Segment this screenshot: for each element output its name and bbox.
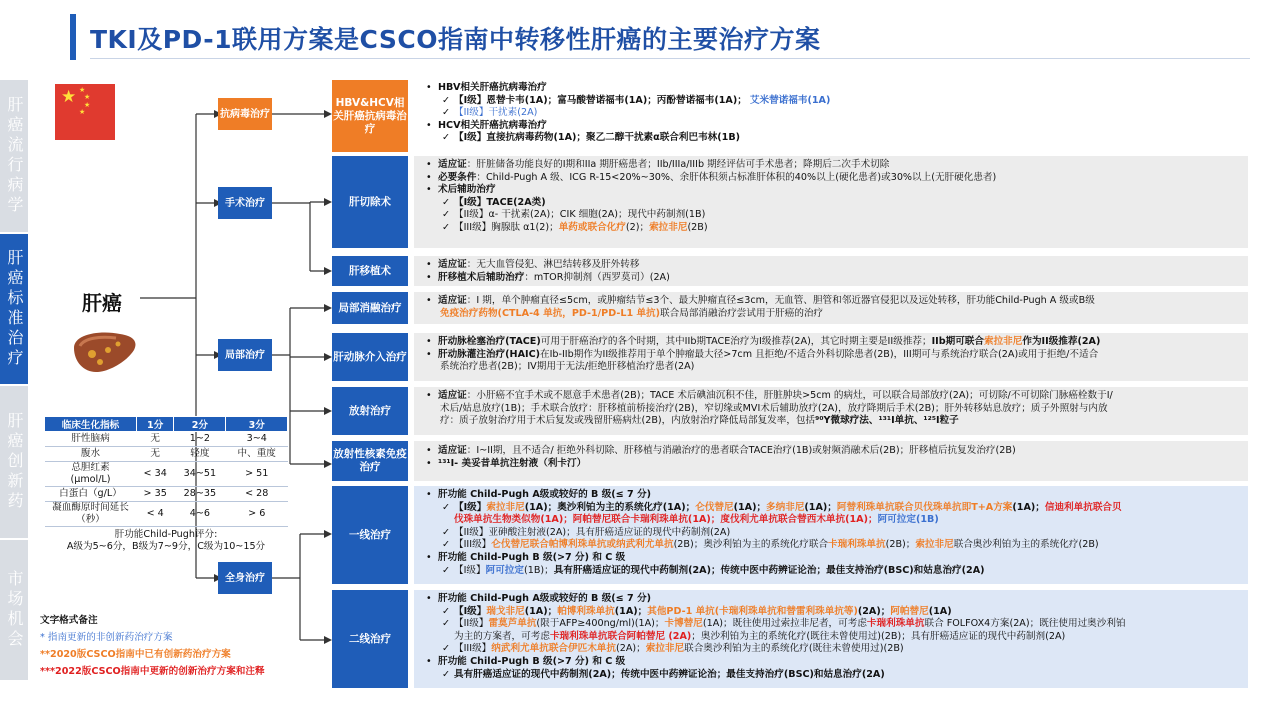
detail-row: ✓ 具有肝癌适应证的现代中药制剂(2A)；传统中医中药辨证论治；最佳支持治疗(BSC)和姑息治疗(2A): [428, 669, 1240, 682]
sub-first-line[interactable]: 一线治疗: [332, 486, 408, 584]
child-pugh-note-line: A级为5~6分，B级为7~9分，C级为10~15分: [66, 541, 266, 552]
detail-row: • 肝功能 Child-Pugh B 级(>7 分) 和 C 级: [428, 656, 1240, 669]
transplant-detail-box: [414, 256, 1248, 286]
child-pugh-note: [45, 527, 288, 556]
table-cell: < 28: [226, 487, 288, 502]
table-cell: > 51: [226, 462, 288, 487]
table-cell: 白蛋白（g/L）: [45, 487, 137, 502]
detail-row: • 适应证：无大血管侵犯、淋巴结转移及肝外转移: [428, 259, 1240, 272]
detail-row: 伐珠单抗生物类似物(1A)；阿帕替尼联合卡瑞利珠单抗(1A)；度伐利尤单抗联合替西木单抗(1A)；阿可拉定(1B): [454, 514, 939, 526]
detail-row: • 肝功能 Child-Pugh A级或较好的 B 级(≤ 7 分): [428, 489, 1240, 502]
sub-tace[interactable]: 肝动脉介入治疗: [332, 333, 408, 381]
child-pugh-note-line: 肝功能Child-Pugh评分:: [114, 529, 218, 540]
radiotherapy-detail-box: [414, 387, 1248, 435]
table-row: [45, 432, 288, 447]
table-cell: 3~4: [226, 432, 288, 447]
table-cell: 腹水: [45, 447, 137, 462]
detail-row: ✓ 【I级】直接抗病毒药物(1A)；聚乙二醇干扰素α联合利巴韦林(1B): [428, 132, 1240, 145]
detail-row: • HBV相关肝癌抗病毒治疗: [428, 82, 1240, 95]
detail-row: ✓ 【III级】仑伐替尼联合帕博利珠单抗或纳武利尤单抗(2B)；奥沙利铂为主的系统化疗联合卡瑞利珠单抗(2B)；索拉非尼联合奥沙利铂为主的系统化疗(2B): [428, 539, 1240, 552]
table-row: [45, 447, 288, 462]
table-cell: 总胆红素(μmol/L): [45, 462, 137, 487]
detail-row: ✓ 【II级】亚砷酸注射液(2A)；具有肝癌适应证的现代中药制剂(2A): [428, 527, 1240, 540]
detail-row: • 术后辅助治疗: [428, 184, 1240, 197]
detail-row: ✓ 【III级】胸腺肽 α1(2)；单药或联合化疗(2)；索拉非尼(2B): [428, 222, 1240, 235]
table-header-cell: 1分: [137, 417, 174, 432]
table-cell: 肝性脑病: [45, 432, 137, 447]
table-cell: 中、重度: [226, 447, 288, 462]
detail-row: • 肝功能 Child-Pugh B 级(>7 分) 和 C 级: [428, 552, 1240, 565]
side-tab-label: 市场机会: [5, 570, 24, 650]
table-header-cell: 3分: [226, 417, 288, 432]
detail-row: • HCV相关肝癌抗病毒治疗: [428, 120, 1240, 133]
table-cell: > 35: [137, 487, 174, 502]
side-tab-label: 肝癌标准治疗: [5, 249, 24, 369]
second-line-detail-box: [414, 590, 1248, 688]
table-cell: 1~2: [174, 432, 226, 447]
table-cell: 34~51: [174, 462, 226, 487]
tace-detail-box: [414, 333, 1248, 381]
page-title: TKI及PD-1联用方案是CSCO指南中转移性肝癌的主要治疗方案: [90, 25, 821, 54]
radionuclide-detail-box: [414, 441, 1248, 481]
detail-row: ✓ 【I级】阿可拉定(1B)；具有肝癌适应证的现代中药制剂(2A)；传统中医中药辨证论治；最佳支持治疗(BSC)和姑息治疗(2A): [428, 565, 1240, 578]
detail-row: • 肝动脉栓塞治疗(TACE)可用于肝癌治疗的各个时期，其中IIb期TACE治疗为I级推荐(2A)，其它时期主要是II级推荐；IIb期可联合索拉非尼作为II级推荐(2A): [428, 336, 1240, 349]
detail-row: ✓ 【I级】恩替卡韦(1A)；富马酸替诺福韦(1A)；丙酚替诺福韦(1A)； 艾米替诺福韦(1A): [428, 95, 1240, 108]
table-row: [45, 487, 288, 502]
table-cell: 轻度: [174, 447, 226, 462]
category-antiviral[interactable]: 抗病毒治疗: [218, 98, 272, 130]
table-cell: 28~35: [174, 487, 226, 502]
table-cell: > 6: [226, 502, 288, 527]
category-surgery[interactable]: 手术治疗: [218, 187, 272, 219]
table-header-row: [45, 417, 288, 432]
child-pugh-table: [44, 416, 288, 555]
detail-row: ✓ 【II级】α- 干扰素(2A)；CIK 细胞(2A)；现代中药制剂(1B): [428, 209, 1240, 222]
resection-detail-box: [414, 156, 1248, 248]
liver-cancer-label: 肝癌: [82, 291, 122, 315]
detail-row: • 必要条件：Child-Pugh A 级、ICG R-15<20%~30%、余肝体积须占标准肝体积的40%以上(硬化患者)或30%以上(无肝硬化患者): [428, 172, 1240, 185]
detail-row: • 适应证：小肝癌不宜手术或不愿意手术患者(2B)；TACE 术后碘油沉积不佳，肝脏肿块>5cm 的病灶，可以联合局部放疗(2A)；可切除/不可切除门脉癌栓数于I/: [428, 390, 1240, 403]
detail-row: 免疫治疗药物(CTLA-4 单抗，PD-1/PD-L1 单抗)联合局部消融治疗尝试用于肝癌的治疗: [440, 307, 824, 319]
table-row: [45, 527, 288, 556]
table-cell: < 34: [137, 462, 174, 487]
detail-row: 疗：质子放射治疗用于术后复发或残留肝癌病灶(2B)，内放射治疗降低局部复发率，包括⁹⁰Y微球疗法、¹³¹I单抗、¹²⁵I粒子: [440, 415, 959, 427]
table-cell: 无: [137, 432, 174, 447]
detail-row: • 肝功能 Child-Pugh A级或较好的 B 级(≤ 7 分): [428, 593, 1240, 606]
detail-row: ✓ 【I级】TACE(2A类): [428, 197, 1240, 210]
category-local[interactable]: 局部治疗: [218, 339, 272, 371]
legend-title: 文字格式备注: [40, 615, 98, 626]
table-header-cell: 2分: [174, 417, 226, 432]
sub-radiotherapy[interactable]: 放射治疗: [332, 387, 408, 435]
detail-row: • 适应证：肝脏储备功能良好的I期和IIa 期肝癌患者；IIb/IIIa/IIIb 期经评估可手术患者；降期后二次手术切除: [428, 159, 1240, 172]
detail-row: ✓ 【III级】纳武利尤单抗联合伊匹木单抗(2A)；索拉非尼联合奥沙利铂为主的系统化疗(既往未曾使用过)(2B): [428, 643, 1240, 656]
table-header-cell: 临床生化指标: [45, 417, 137, 432]
category-systemic[interactable]: 全身治疗: [218, 562, 272, 594]
legend-item-blue: * 指南更新的非创新药治疗方案: [40, 632, 173, 643]
sub-second-line[interactable]: 二线治疗: [332, 590, 408, 688]
detail-row: • 适应证：I 期，单个肿瘤直径≤5cm，或肿瘤结节≤3个、最大肿瘤直径≤3cm，无血管、胆管和邻近器官侵犯以及远处转移，肝功能Child-Pugh A 级或B级: [428, 295, 1240, 308]
table-cell: 4~6: [174, 502, 226, 527]
sub-ablation[interactable]: 局部消融治疗: [332, 292, 408, 324]
side-tab-label: 肝癌创新药: [5, 412, 24, 512]
detail-row: • 肝动脉灌注治疗(HAIC)在Ib-IIb期作为II级推荐用于单个肿瘤最大径>7cm 且拒绝/不适合外科切除患者(2B)，III期可与系统治疗联合(2A)或用于拒绝/不适合: [428, 349, 1240, 362]
sub-transplant[interactable]: 肝移植术: [332, 256, 408, 286]
legend-item-red: ***2022版CSCO指南中更新的创新治疗方案和注释: [40, 666, 265, 677]
ablation-detail-box: [414, 292, 1248, 324]
detail-row: 为主的方案者，可考虑卡瑞利珠单抗联合阿帕替尼 (2A)；奥沙利铂为主的系统化疗(既往未曾使用过)(2B)；具有肝癌适应证的现代中药制剂(2A): [454, 630, 1066, 642]
table-cell: 无: [137, 447, 174, 462]
format-legend: [40, 612, 265, 680]
hbv-detail-box: [414, 80, 1248, 152]
detail-row: • 肝移植术后辅助治疗：mTOR抑制剂（西罗莫司）(2A): [428, 272, 1240, 285]
first-line-detail-box: [414, 486, 1248, 584]
table-cell: 凝血酶原时间延长（秒）: [45, 502, 137, 527]
sub-hbv-hcv[interactable]: HBV&HCV相关肝癌抗病毒治疗: [332, 80, 408, 152]
detail-row: ✓ 【I级】瑞戈非尼(1A)；帕博利珠单抗(1A)；其他PD-1 单抗(卡瑞利珠单抗和替雷利珠单抗等)(2A)；阿帕替尼(1A): [428, 606, 1240, 619]
detail-row: ✓ 【II级】干扰素(2A): [428, 107, 1240, 120]
detail-row: ✓ 【II级】雷莫芦单抗(限于AFP≥400ng/ml)(1A)；卡博替尼(1A)；既往使用过索拉非尼者，可考虑卡瑞利珠单抗联合 FOLFOX4方案(2A)；既往使用过奥沙利铂: [428, 618, 1240, 631]
table-cell: < 4: [137, 502, 174, 527]
detail-row: • 适应证：I~II期，且不适合/ 拒绝外科切除、肝移植与消融治疗的患者联合TACE治疗(1B)或射频消融术后(2B)；肝移植后抗复发治疗(2B): [428, 445, 1240, 458]
sub-radionuclide[interactable]: 放射性核素免疫治疗: [332, 441, 408, 481]
detail-row: ✓ 【I级】索拉非尼(1A)；奥沙利铂为主的系统化疗(1A)；仑伐替尼(1A)；多纳非尼(1A)；阿替利珠单抗联合贝伐珠单抗即T+A方案(1A)；信迪利单抗联合贝: [428, 502, 1240, 515]
detail-row: 系统治疗患者(2B)；IV期用于无法/拒绝肝移植治疗患者(2A): [440, 361, 695, 373]
sub-resection[interactable]: 肝切除术: [332, 156, 408, 248]
legend-item-orange: **2020版CSCO指南中已有创新药治疗方案: [40, 649, 231, 660]
table-row: [45, 462, 288, 487]
china-flag-icon: ★ ★ ★ ★ ★: [55, 84, 115, 140]
table-row: [45, 502, 288, 527]
detail-row: • ¹³¹I- 美妥昔单抗注射液（利卡汀）: [428, 458, 1240, 471]
detail-row: 术后/姑息放疗(1B)；手术联合放疗：肝移植前桥接治疗(2B)，窄切缘或MVI术后辅助放疗(2A)，放疗降期后手术(2B)；肝外转移姑息放疗；质子外照射与内放: [440, 402, 1108, 414]
side-tab-label: 肝癌流行病学: [5, 96, 24, 216]
